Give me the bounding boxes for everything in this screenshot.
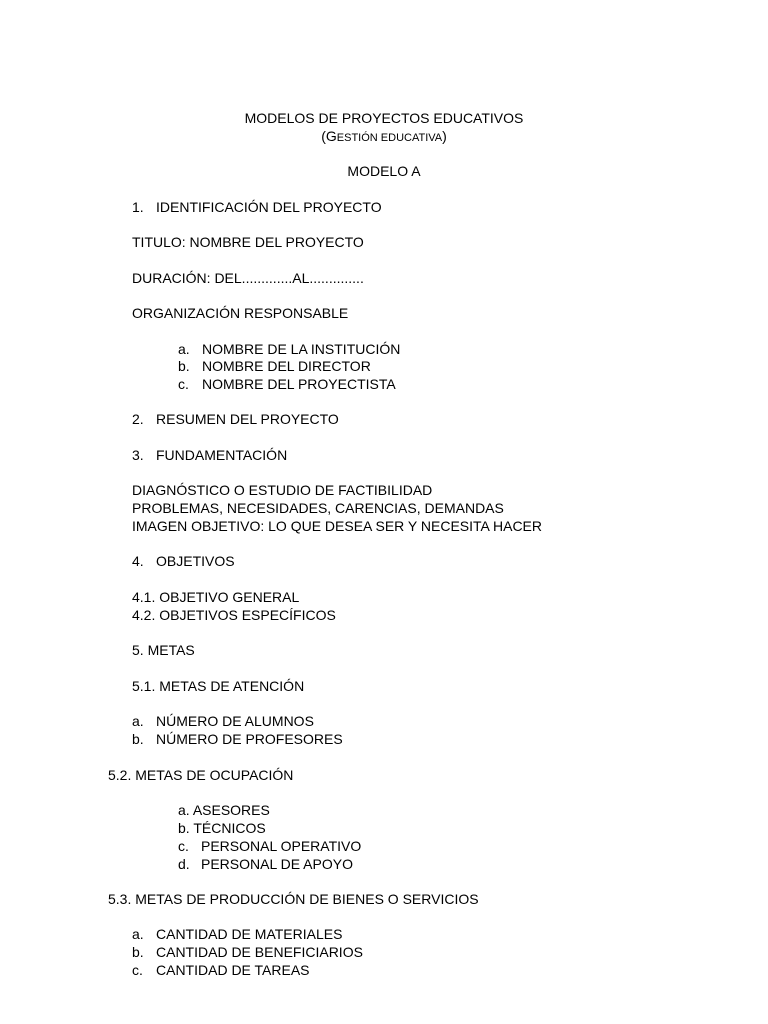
list-marker: b. <box>178 358 190 374</box>
list-text: ASESORES <box>192 802 270 818</box>
list-text: NÚMERO DE PROFESORES <box>156 731 343 747</box>
list-text: NÚMERO DE ALUMNOS <box>156 713 314 729</box>
fundamentacion-line: IMAGEN OBJETIVO: LO QUE DESEA SER Y NECESITA HACER <box>132 518 542 534</box>
list-marker: d. <box>178 856 190 872</box>
subtitle-initial: G <box>325 128 337 144</box>
list-text: NOMBRE DE LA INSTITUCIÓN <box>202 341 401 357</box>
list-marker: a. <box>132 926 144 942</box>
organizacion-line: ORGANIZACIÓN RESPONSABLE <box>132 305 349 321</box>
section-1-heading <box>132 198 382 216</box>
list-item <box>132 730 343 748</box>
section-1-number: 1. <box>132 199 144 215</box>
list-item <box>178 801 270 819</box>
section-5-heading: 5. METAS <box>132 642 195 658</box>
list-text: NOMBRE DEL DIRECTOR <box>202 358 371 374</box>
list-item <box>178 340 400 358</box>
section-4-label: OBJETIVOS <box>156 553 235 569</box>
document-title: MODELOS DE PROYECTOS EDUCATIVOS <box>244 110 524 126</box>
list-marker: a. <box>178 341 190 357</box>
list-item <box>178 855 353 873</box>
section-1-label: IDENTIFICACIÓN DEL PROYECTO <box>156 199 382 215</box>
list-item <box>178 837 361 855</box>
section-3-label: FUNDAMENTACIÓN <box>156 447 288 463</box>
list-text: TÉCNICOS <box>193 820 266 836</box>
duracion-line: DURACIÓN: DEL.............AL.............. <box>132 270 364 286</box>
section-3-number: 3. <box>132 447 144 463</box>
list-item <box>178 357 371 375</box>
list-marker: c. <box>132 962 143 978</box>
subtitle-open-paren: ( <box>321 128 326 144</box>
list-text: CANTIDAD DE TAREAS <box>156 962 310 978</box>
titulo-line: TITULO: NOMBRE DEL PROYECTO <box>132 234 364 250</box>
list-item <box>132 943 363 961</box>
list-text: PERSONAL OPERATIVO <box>201 838 362 854</box>
list-marker: c. <box>178 376 189 392</box>
list-item <box>178 375 396 393</box>
document-subtitle <box>0 127 768 145</box>
list-text: NOMBRE DEL PROYECTISTA <box>202 376 396 392</box>
model-heading: MODELO A <box>347 163 421 179</box>
fundamentacion-line: DIAGNÓSTICO O ESTUDIO DE FACTIBILIDAD <box>132 482 433 498</box>
section-2-number: 2. <box>132 411 144 427</box>
objetivo-line: 4.2. OBJETIVOS ESPECÍFICOS <box>132 607 336 623</box>
section-3-heading <box>132 446 287 464</box>
section-2-heading <box>132 410 339 428</box>
list-text: CANTIDAD DE BENEFICIARIOS <box>156 944 363 960</box>
list-item <box>132 712 314 730</box>
list-text: PERSONAL DE APOYO <box>201 856 353 872</box>
section-4-heading <box>132 552 235 570</box>
list-marker: a. <box>132 713 144 729</box>
list-marker: c. <box>178 838 189 854</box>
list-marker: b. <box>132 944 144 960</box>
objetivo-line: 4.1. OBJETIVO GENERAL <box>132 589 300 605</box>
list-marker: b. <box>132 731 144 747</box>
subtitle-close-paren: ) <box>442 128 447 144</box>
list-item <box>132 961 310 979</box>
section-5-3-heading: 5.3. METAS DE PRODUCCIÓN DE BIENES O SERVICIOS <box>108 891 479 907</box>
section-4-number: 4. <box>132 553 144 569</box>
list-item <box>132 925 342 943</box>
section-2-label: RESUMEN DEL PROYECTO <box>156 411 339 427</box>
list-marker: b. <box>178 820 190 836</box>
fundamentacion-line: PROBLEMAS, NECESIDADES, CARENCIAS, DEMANDAS <box>132 500 504 516</box>
list-text: CANTIDAD DE MATERIALES <box>156 926 343 942</box>
list-marker: a. <box>178 802 190 818</box>
subtitle-rest: ESTIÓN EDUCATIVA <box>336 132 443 144</box>
section-5-2-heading: 5.2. METAS DE OCUPACIÓN <box>108 767 294 783</box>
section-5-1-heading: 5.1. METAS DE ATENCIÓN <box>132 678 305 694</box>
list-item <box>178 819 266 837</box>
